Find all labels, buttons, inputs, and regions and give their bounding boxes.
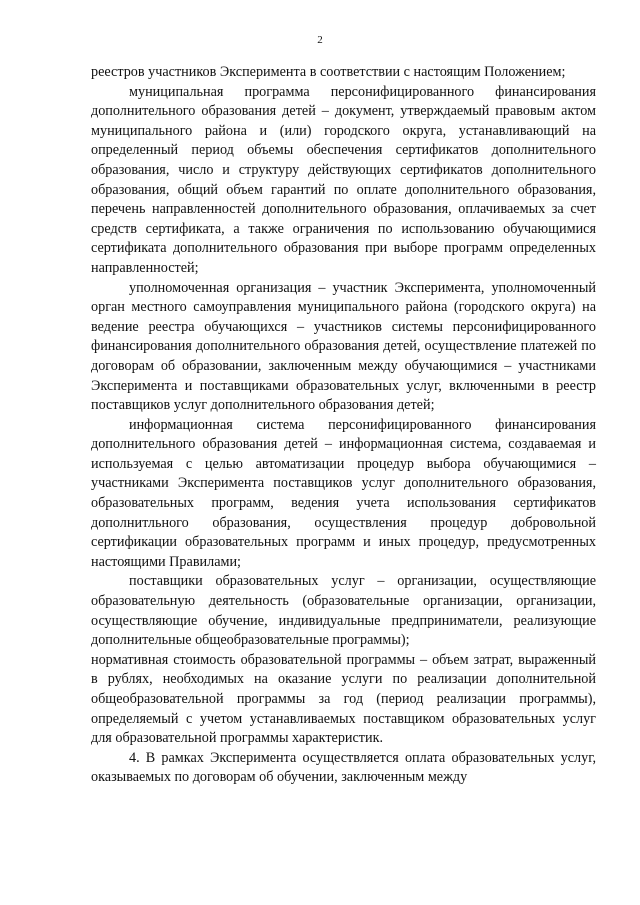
paragraph-item-4: 4. В рамках Эксперимента осуществляется оплата образовательных услуг, оказываемых по договорам об обучении, заключенным между: [91, 749, 596, 786]
document-body: [91, 63, 596, 788]
paragraph-information-system: информационная система персонифицированного финансирования дополнительного образования детей – информационная система, создаваемая и используемая с целью автоматизации процедур выбора обучающимися – участниками Эксперимента поставщиков услуг дополнительного образования, образовательных программ, ведения учета использования сертификатов дополнитльного образования, осуществления процедур добровольной сертификации образовательных программ и иных процедур, предусмотренных настоящими Правилами;: [91, 416, 596, 570]
paragraph-service-providers: поставщики образовательных услуг – организации, осуществляющие образовательную деятельность (образовательные организации, организации, осуществляющие обучение, индивидуальные предприниматели, реализующие дополнительные общеобразовательные программы);: [91, 573, 596, 649]
paragraph-authorized-organization: уполномоченная организация – участник Эксперимента, уполномоченный орган местного самоуправления муниципального района (городского округа) на ведение реестра обучающихся – участников системы персонифицированного финансирования дополнительного образования детей, осуществление платежей по договорам об образовании, заключенным между обучающимися – участниками Эксперимента и поставщиками образовательных услуг, включенными в реестр поставщиков услуг дополнительного образования детей;: [91, 279, 596, 414]
paragraph-normative-cost: нормативная стоимость образовательной программы – объем затрат, выраженный в рублях, необходимых на оказание услуги по реализации дополнительной общеобразовательной программы за год (период реализации программы), определяемый с учетом устанавливаемых поставщиком образовательных услуг для образовательной программы характеристик.: [91, 651, 596, 747]
paragraph-municipal-program: муниципальная программа персонифицированного финансирования дополнительного образования детей – документ, утверждаемый правовым актом муниципального района и (или) городского округа, устанавливающий на определенный период объемы обеспечения сертификатов дополнительного образования, число и структуру действующих сертификатов дополнительного образования, общий объем гарантий по оплате дополнительного образования, перечень направленностей дополнительного образования, оплачиваемых за счет средств сертификата, а также ограничения по использованию обучающимися сертификата дополнительного образования при выборе программ определенных направленностей;: [91, 83, 596, 276]
page-number: 2: [317, 34, 323, 46]
paragraph-registry-continuation: реестров участников Эксперимента в соответствии с настоящим Положением;: [91, 64, 566, 80]
